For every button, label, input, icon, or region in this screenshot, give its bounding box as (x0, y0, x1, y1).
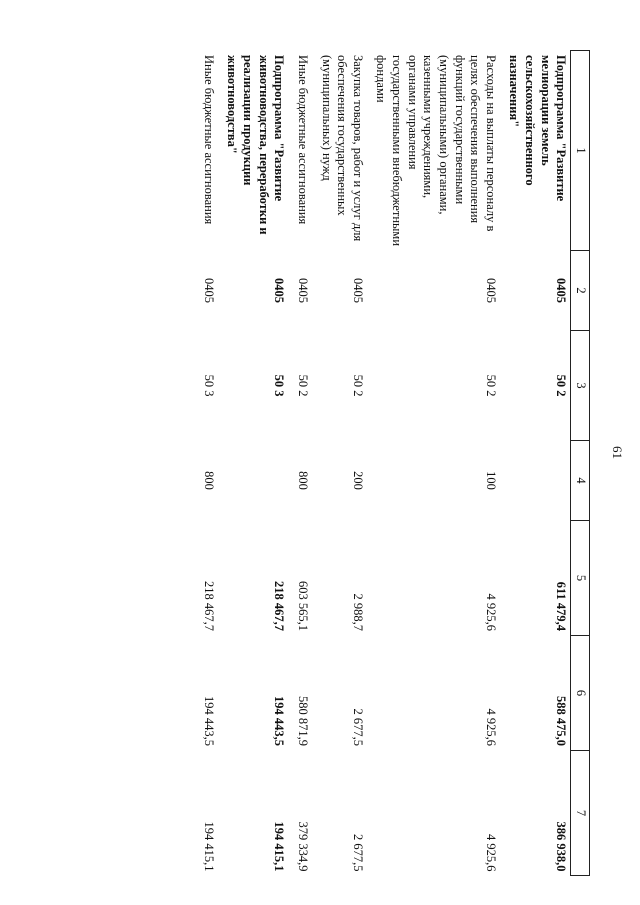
table-cell: 194 415,1 (201, 821, 216, 872)
table-cell: 2 677,5 (350, 834, 365, 872)
budget-table (194, 50, 590, 876)
table-cell: 50 2 (554, 374, 569, 397)
header-cell: 1 (571, 51, 590, 251)
table-cell: 194 415,1 (272, 821, 287, 872)
table-cell: 611 479,4 (554, 581, 569, 631)
table-row (218, 51, 289, 876)
table-cell: 0405 (350, 278, 365, 303)
table-cell: 379 334,9 (296, 821, 310, 872)
table-cell: 50 2 (483, 374, 498, 397)
table-cell: 603 565,1 (296, 581, 310, 631)
table-cell: 194 443,5 (201, 696, 216, 746)
page-number: 61 (610, 446, 625, 459)
table-cell: 50 3 (201, 374, 216, 397)
table-cell: 50 2 (296, 374, 310, 397)
table-cell: Иные бюджетные ассигнования (201, 55, 216, 225)
table-cell: 50 3 (272, 374, 287, 397)
table-cell: Иные бюджетные ассигнования (296, 55, 310, 225)
table-cell: 0405 (483, 278, 498, 303)
table-cell: Расходы на выплаты персоналу в целях обеспечения выполнения функций государственными (муниципальными) органами, казенными учреждениями, органами управления государственными внебюджетными фондами (374, 55, 498, 247)
table-cell: 4 925,6 (483, 834, 498, 872)
table-cell: 0405 (201, 278, 216, 303)
table-row (367, 51, 500, 876)
table-cell: 0405 (296, 278, 310, 303)
header-cell: 7 (571, 751, 590, 876)
table-cell: 4 925,6 (483, 593, 498, 631)
table-cell: 2 677,5 (350, 708, 365, 746)
table-cell: 0405 (554, 278, 569, 303)
header-cell: 2 (571, 251, 590, 331)
header-cell: 3 (571, 331, 590, 441)
table-row (288, 51, 312, 876)
table-cell: Закупка товаров, работ и услуг для обеспечения государственных (муниципальных) нужд (319, 55, 365, 242)
header-cell: 4 (571, 441, 590, 521)
table-cell: 100 (483, 471, 498, 490)
header-row (571, 51, 590, 876)
table-cell: Подпрограмма "Развитие животноводства, переработки и реализации продукции животноводства" (225, 55, 287, 235)
table-cell: 580 871,9 (296, 696, 310, 746)
rotated-page (65, 0, 625, 905)
table-cell: 588 475,0 (554, 696, 569, 746)
table-row (312, 51, 367, 876)
table-cell (218, 441, 289, 521)
table-cell: 50 2 (350, 374, 365, 397)
table-cell: 2 988,7 (350, 593, 365, 631)
table-cell: 4 925,6 (483, 708, 498, 746)
table-cell: 386 938,0 (554, 821, 569, 872)
table-cell: 194 443,5 (272, 696, 287, 746)
table-cell (500, 441, 571, 521)
header-cell: 6 (571, 636, 590, 751)
table-cell: 800 (201, 471, 216, 490)
table-cell: 800 (296, 471, 310, 490)
table-row (500, 51, 571, 876)
table-cell: 200 (350, 471, 365, 490)
header-cell: 5 (571, 521, 590, 636)
table-cell: Подпрограмма "Развитие мелиорации земель сельскохозяйственного назначения" (507, 55, 569, 202)
table-cell: 218 467,7 (272, 581, 287, 631)
table-cell: 0405 (272, 278, 287, 303)
table-row (194, 51, 218, 876)
table-cell: 218 467,7 (201, 581, 216, 631)
